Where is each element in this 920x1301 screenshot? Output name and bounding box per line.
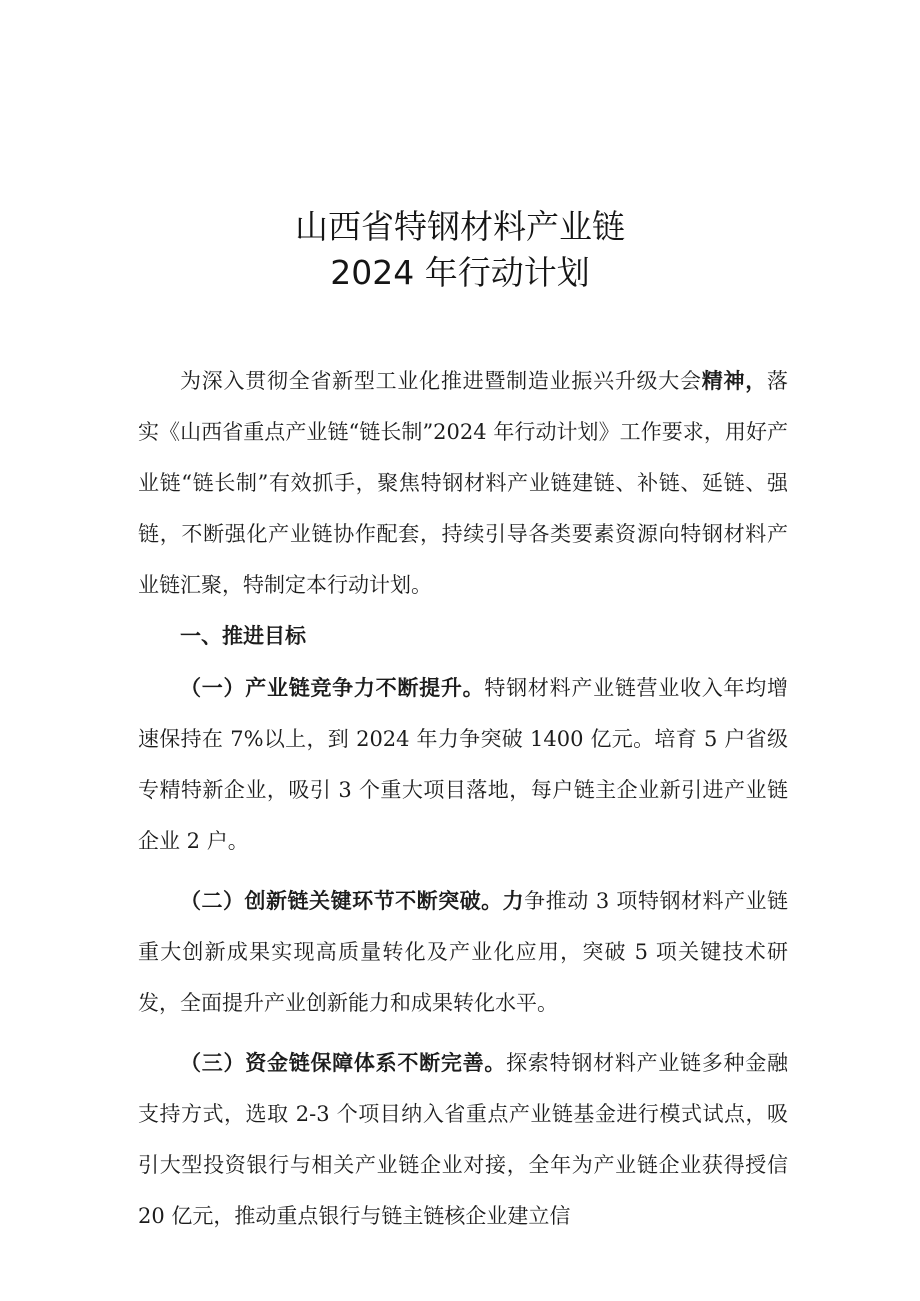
section-heading-goals: 一、推进目标 bbox=[180, 624, 306, 648]
goal-item-3-lead: （三）资金链保障体系不断完善。 bbox=[180, 1051, 507, 1075]
goal-item-2-lead: （二）创新链关键环节不断突破。力 bbox=[180, 889, 525, 913]
intro-text-b: 落实《山西省重点产业链“链长制”2024 年行动计划》工作要求，用好产业链“链长制”有效抓手，聚焦特钢材料产业链建链、补链、延链、强链，不断强化产业链协作配套，持续引导各类要素资源向特钢材料产业链汇聚，特制定本行动计划。 bbox=[138, 369, 789, 597]
intro-paragraph bbox=[138, 356, 788, 611]
goal-item-2 bbox=[138, 876, 788, 1029]
intro-bold-text: 精神， bbox=[701, 369, 768, 393]
goal-item-1-text: 特钢材料产业链营业收入年均增速保持在 7%以上，到 2024 年力争突破 1400 亿元。培育 5 户省级专精特新企业，吸引 3 个重大项目落地，每户链主企业新引进产业链企业 2 户。 bbox=[138, 676, 789, 853]
goal-item-1 bbox=[138, 663, 788, 867]
goal-item-3-text: 探索特钢材料产业链多种金融支持方式，选取 2-3 个项目纳入省重点产业链基金进行模式试点，吸引大型投资银行与相关产业链企业对接，全年为产业链企业获得授信 20 亿元，推动重点银行与链主链核企业建立信 bbox=[138, 1051, 789, 1228]
document-title-line-2: 2024 年行动计划 bbox=[330, 253, 590, 292]
goal-item-3 bbox=[138, 1038, 788, 1242]
intro-text-a: 为深入贯彻全省新型工业化推进暨制造业振兴升级大会 bbox=[180, 369, 702, 393]
goal-item-2-text: 争推动 3 项特钢材料产业链重大创新成果实现高质量转化及产业化应用，突破 5 项关键技术研发，全面提升产业创新能力和成果转化水平。 bbox=[138, 889, 789, 1015]
document-body bbox=[138, 356, 788, 1242]
goal-item-1-lead: （一）产业链竞争力不断提升。 bbox=[180, 676, 485, 700]
document-title-line-1: 山西省特钢材料产业链 bbox=[295, 207, 625, 246]
